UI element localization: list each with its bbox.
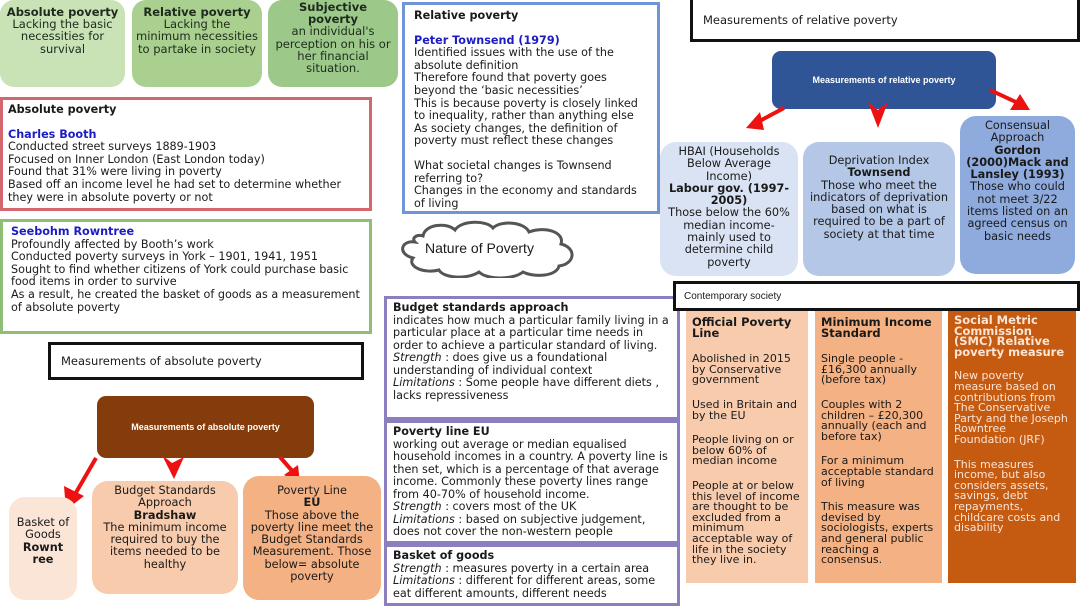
column-para: Single people - £16,300 annually (before tax) <box>821 352 918 387</box>
measure-pre: Basket of Goods <box>16 516 70 542</box>
approach-poverty-line <box>384 420 680 544</box>
measure-text: The minimum income required to buy the items needed to be healthy <box>103 520 227 571</box>
measure-bold: Rownt ree <box>22 540 64 566</box>
measure-text: Those who could not meet 3/22 items listed on an agreed census on basic needs <box>966 180 1069 243</box>
strength-text: : measures poverty in a certain area <box>441 561 650 575</box>
column-heading: Minimum Income Standard <box>821 315 932 340</box>
approach-text: working out average or median equalised household incomes in a country. A poverty line is then set, which is a percentage of that average income. Commonly these poverty lines range from 40-70% of household income. <box>393 437 668 501</box>
absolute-measure-basket <box>9 497 77 600</box>
definition-title: Subjective poverty <box>299 0 367 27</box>
column-para: For a minimum acceptable standard of living <box>821 454 934 489</box>
box-heading: Relative poverty <box>414 9 519 22</box>
cloud-label: Nature of Poverty <box>425 240 534 256</box>
box-line: Conducted poverty surveys in York – 1901, 1941, 1951 <box>11 250 319 264</box>
box-line: Therefore found that poverty goes beyond the ‘basic necessities’ <box>414 71 607 97</box>
absolute-measures-head <box>97 396 314 458</box>
strength-label: Strength <box>393 561 442 575</box>
approach-text: indicates how much a particular family living in a particular place at a particular time needs in order to achieve a particular standard of living. <box>393 313 669 352</box>
question-text: What societal changes is Townsend referring to? <box>414 158 612 185</box>
head-text: Measurements of absolute poverty <box>131 422 280 432</box>
definition-text: Lacking the minimum necessities to partake in society <box>136 17 258 56</box>
column-para: Used in Britain and by the EU <box>692 397 797 422</box>
relative-measures-label <box>690 0 1080 42</box>
relative-measure-hbai <box>660 142 798 276</box>
measure-text: Those above the poverty line meet the Budget Standards Measurement. Those below= absolute poverty <box>250 508 374 584</box>
relative-poverty-box <box>402 2 660 214</box>
label-text: Contemporary society <box>684 290 782 302</box>
box-heading: Absolute poverty <box>8 103 117 116</box>
measure-bold: Labour gov. (1997-2005) <box>668 181 790 208</box>
column-minimum-income-standard <box>815 311 942 583</box>
box-line: As society changes, the definition of poverty must reflect these changes <box>414 121 618 148</box>
approach-budget-standards <box>384 296 680 420</box>
definition-subjective <box>268 0 398 87</box>
measure-pre: Deprivation Index <box>828 154 930 167</box>
measure-bold: EU <box>303 496 321 510</box>
definition-text: an individual's perception on his or her financial situation. <box>275 24 391 76</box>
approach-heading: Budget standards approach <box>393 301 569 314</box>
box-line: Sought to find whether citizens of York could purchase basic food items in order to survive <box>11 262 349 289</box>
limitations-label: Limitations <box>393 512 455 526</box>
label-text: Measurements of absolute poverty <box>61 354 262 368</box>
measure-text: Those below the 60% median income- mainly used to determine child poverty <box>668 206 790 269</box>
column-para: Couples with 2 children – £20,300 annually (each and before tax) <box>821 397 927 443</box>
label-text: Measurements of relative poverty <box>703 12 898 27</box>
column-para: People living on or below 60% of median income <box>692 433 794 468</box>
relative-measure-consensual <box>960 116 1075 274</box>
box-line: Found that 31% were living in poverty <box>8 165 222 179</box>
rowntree-box <box>0 219 372 334</box>
box-line: Focused on Inner London (East London today) <box>8 152 265 166</box>
column-para: This measure was devised by sociologists, experts and general public reaching a consensus. <box>821 500 934 567</box>
measure-pre: HBAI (Households Below Average Income) <box>678 145 780 183</box>
approach-heading: Basket of goods <box>393 549 495 562</box>
limitations-text: : different for different areas, some eat different amounts, different needs <box>393 574 656 600</box>
contemporary-society-label <box>673 281 1080 311</box>
author-name: Seebohm Rowntree <box>11 225 135 238</box>
absolute-measures-label <box>48 342 364 380</box>
box-line: This is because poverty is closely linked to inequality, rather than anything else <box>414 96 638 123</box>
arrow-icon <box>158 455 188 481</box>
absolute-measure-poverty-line <box>243 476 381 600</box>
column-para: People at or below this level of income are thought to be excluded from a minimum acceptable way of life in the society they live in. <box>692 478 800 567</box>
column-para: Abolished in 2015 by Conservative government <box>692 352 791 387</box>
measure-bold: Bradshaw <box>133 508 197 522</box>
author-name: Charles Booth <box>8 127 97 141</box>
column-smc-measure <box>948 311 1076 583</box>
author-name: Peter Townsend (1979) <box>414 33 560 47</box>
strength-text: : does give us a foundational understanding of individual context <box>393 351 608 377</box>
column-heading: Official Poverty Line <box>692 315 792 340</box>
strength-text: : covers most of the UK <box>441 500 577 513</box>
limitations-label: Limitations <box>393 574 455 587</box>
nature-of-poverty-cloud <box>395 218 585 278</box>
answer-text: Changes in the economy and standards of living <box>414 184 637 210</box>
arrow-icon <box>740 100 790 135</box>
absolute-poverty-box <box>0 97 372 211</box>
measure-pre: Consensual Approach <box>984 119 1051 145</box>
column-heading: Social Metric Commission (SMC) Relative poverty measure <box>954 313 1065 359</box>
column-official-poverty-line <box>686 311 808 583</box>
head-text: Measurements of relative poverty <box>812 75 956 85</box>
box-line: Conducted street surveys 1889-1903 <box>8 140 217 154</box>
definition-absolute <box>0 0 125 87</box>
box-line: Identified issues with the use of the absolute definition <box>414 46 614 72</box>
measure-text: Those who meet the indicators of deprivation based on what is required to be a part of society at that time <box>809 178 948 241</box>
strength-label: Strength <box>393 500 442 513</box>
definition-text: Lacking the basic necessities for survival <box>12 17 113 56</box>
measure-bold: Townsend <box>847 166 911 180</box>
column-para: This measures income, but also considers assets, savings, debt repayments, childcare costs and disability <box>954 457 1061 535</box>
definition-relative <box>132 0 262 87</box>
approach-basket-of-goods <box>384 544 680 606</box>
definition-title: Relative poverty <box>143 5 251 19</box>
strength-label: Strength <box>393 351 442 364</box>
limitations-label: Limitations <box>393 376 455 389</box>
limitations-text: : Some people have different diets , lacks repressiveness <box>393 376 659 402</box>
box-line: Profoundly affected by Booth’s work <box>11 237 214 251</box>
relative-measure-deprivation <box>803 142 955 276</box>
definition-title: Absolute poverty <box>6 5 119 19</box>
absolute-measure-budget <box>92 481 238 594</box>
approach-heading: Poverty line EU <box>393 425 490 438</box>
measure-pre: Budget Standards Approach <box>114 484 216 510</box>
relative-measures-head <box>772 51 996 109</box>
arrow-icon <box>988 86 1034 116</box>
measure-pre: Poverty Line <box>277 484 347 497</box>
measure-bold: Gordon (2000)Mack and Lansley (1993) <box>966 143 1069 182</box>
arrow-icon <box>866 102 890 128</box>
box-line: Based off an income level he had set to determine whether they were in absolute poverty or not <box>8 177 342 204</box>
box-line: As a result, he created the basket of goods as a measurement of absolute poverty <box>11 287 360 314</box>
limitations-text: : based on subjective judgement, does not cover the non-western people <box>393 512 646 538</box>
column-para: New poverty measure based on contributions from The Conservative Party and the Joseph Rowntree Foundation (JRF) <box>954 369 1068 446</box>
